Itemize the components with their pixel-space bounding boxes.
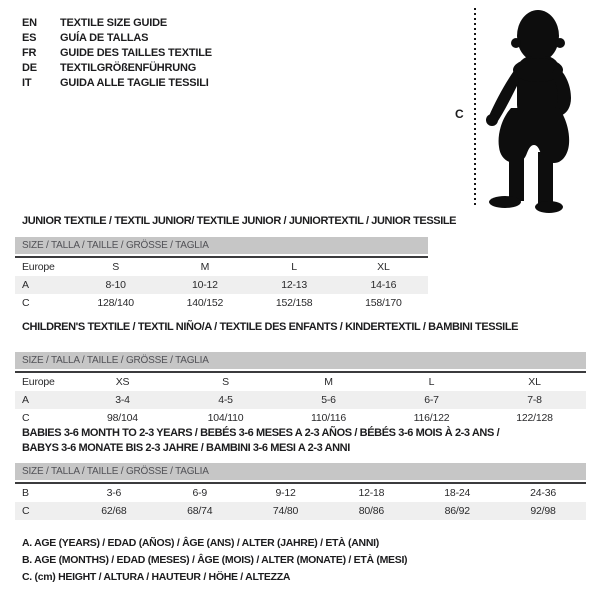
- table-row-height: [15, 294, 428, 312]
- size-cell: 5-6: [321, 394, 336, 406]
- size-cell: XL: [377, 261, 390, 273]
- size-cell: 86/92: [444, 505, 470, 517]
- table-row-months: [15, 484, 586, 502]
- size-cell: 128/140: [97, 297, 134, 309]
- size-cell: 68/74: [187, 505, 213, 517]
- section-title-line: BABIES 3-6 MONTH TO 2-3 YEARS / BEBÉS 3-6 MESES A 2-3 AÑOS / BÉBÉS 3-6 MOIS À 2-3 ANS /: [22, 427, 500, 439]
- size-cell: S: [112, 261, 120, 273]
- language-code: FR: [22, 47, 37, 59]
- language-title: TEXTILE SIZE GUIDE: [60, 17, 168, 29]
- size-header-bar: SIZE / TALLA / TAILLE / GRÖSSE / TAGLIA: [15, 352, 586, 369]
- table-row-europe: [15, 373, 586, 391]
- table-row-age: [15, 276, 428, 294]
- language-code: IT: [22, 77, 32, 89]
- size-cell: M: [324, 376, 333, 388]
- size-cell: 24-36: [530, 487, 556, 499]
- size-cell: 122/128: [516, 412, 553, 424]
- size-cell: 8-10: [105, 279, 126, 291]
- children-size-table: [15, 352, 586, 427]
- language-title: GUIDE DES TAILLES TEXTILE: [60, 47, 212, 59]
- size-cell: 80/86: [358, 505, 385, 517]
- language-row: [22, 16, 212, 31]
- row-label: A: [22, 394, 29, 406]
- size-cell: 110/116: [311, 412, 346, 424]
- size-cell: 140/152: [186, 297, 224, 309]
- table-row-europe: [15, 258, 428, 276]
- height-measure-label: C: [455, 107, 464, 121]
- language-title: TEXTILGRÖßENFÜHRUNG: [60, 62, 197, 74]
- toddler-silhouette: [482, 6, 600, 214]
- size-cell: 92/98: [530, 505, 556, 517]
- size-cell: 7-8: [527, 394, 542, 406]
- size-cell: 18-24: [444, 487, 471, 499]
- size-cell: 6-7: [424, 394, 439, 406]
- size-cell: S: [222, 376, 229, 388]
- language-title: GUIDA ALLE TAGLIE TESSILI: [60, 77, 209, 89]
- language-row: [22, 61, 212, 76]
- size-header-bar: SIZE / TALLA / TAILLE / GRÖSSE / TAGLIA: [15, 463, 586, 480]
- legend-notes: [22, 535, 407, 586]
- row-label: Europe: [22, 261, 55, 273]
- row-label: A: [22, 279, 29, 291]
- size-cell: 6-9: [192, 487, 208, 499]
- size-cell: 4-5: [218, 394, 233, 406]
- language-code: EN: [22, 17, 37, 29]
- language-code: DE: [22, 62, 37, 74]
- size-cell: 14-16: [370, 279, 397, 291]
- section-title-junior: JUNIOR TEXTILE / TEXTIL JUNIOR/ TEXTILE JUNIOR / JUNIORTEXTIL / JUNIOR TESSILE: [22, 215, 457, 227]
- size-cell: 3-6: [106, 487, 122, 499]
- babies-size-table: [15, 463, 586, 520]
- section-title-babies: [22, 426, 499, 456]
- size-header-bar: SIZE / TALLA / TAILLE / GRÖSSE / TAGLIA: [15, 237, 428, 254]
- size-cell: 3-4: [115, 394, 130, 406]
- section-title-line: BABYS 3-6 MONATE BIS 2-3 JAHRE / BAMBINI 3-6 MESI A 2-3 ANNI: [22, 442, 350, 454]
- row-label: Europe: [22, 376, 55, 388]
- size-cell: 116/122: [413, 412, 450, 424]
- size-cell: 9-12: [275, 487, 296, 499]
- language-code: ES: [22, 32, 37, 44]
- note-age-years: A. AGE (YEARS) / EDAD (AÑOS) / ÂGE (ANS) / ALTER (JAHRE) / ETÀ (ANNI): [22, 537, 379, 549]
- language-header: [22, 16, 212, 91]
- row-label: B: [22, 487, 29, 499]
- language-row: [22, 31, 212, 46]
- junior-size-table: [15, 237, 428, 312]
- height-measure-dotted-line: [474, 8, 476, 207]
- row-label: C: [22, 297, 30, 309]
- size-cell: 12-18: [358, 487, 385, 499]
- table-row-age: [15, 391, 586, 409]
- row-label: C: [22, 505, 30, 517]
- table-row-height: [15, 409, 586, 427]
- language-row: [22, 46, 212, 61]
- size-cell: L: [291, 261, 297, 273]
- size-cell: 10-12: [191, 279, 218, 291]
- size-cell: M: [200, 261, 210, 273]
- size-cell: 62/68: [101, 505, 127, 517]
- size-cell: 104/110: [207, 412, 244, 424]
- size-cell: XL: [528, 376, 541, 388]
- size-cell: L: [428, 376, 435, 388]
- size-cell: 152/158: [275, 297, 313, 309]
- note-height-cm: C. (cm) HEIGHT / ALTURA / HAUTEUR / HÖHE / ALTEZZA: [22, 571, 291, 583]
- note-age-months: B. AGE (MONTHS) / EDAD (MESES) / ÂGE (MOIS) / ALTER (MONATE) / ETÀ (MESI): [22, 554, 408, 566]
- table-row-height: [15, 502, 586, 520]
- row-label: C: [22, 412, 30, 424]
- size-cell: 158/170: [365, 297, 402, 309]
- size-cell: XS: [115, 376, 130, 388]
- size-cell: 98/104: [107, 412, 138, 424]
- size-cell: 12-13: [281, 279, 308, 291]
- language-title: GUÍA DE TALLAS: [60, 32, 149, 44]
- section-title-children: CHILDREN'S TEXTILE / TEXTIL NIÑO/A / TEXTILE DES ENFANTS / KINDERTEXTIL / BAMBINI TESSILE: [22, 321, 519, 333]
- language-row: [22, 76, 212, 91]
- size-cell: 74/80: [272, 505, 299, 517]
